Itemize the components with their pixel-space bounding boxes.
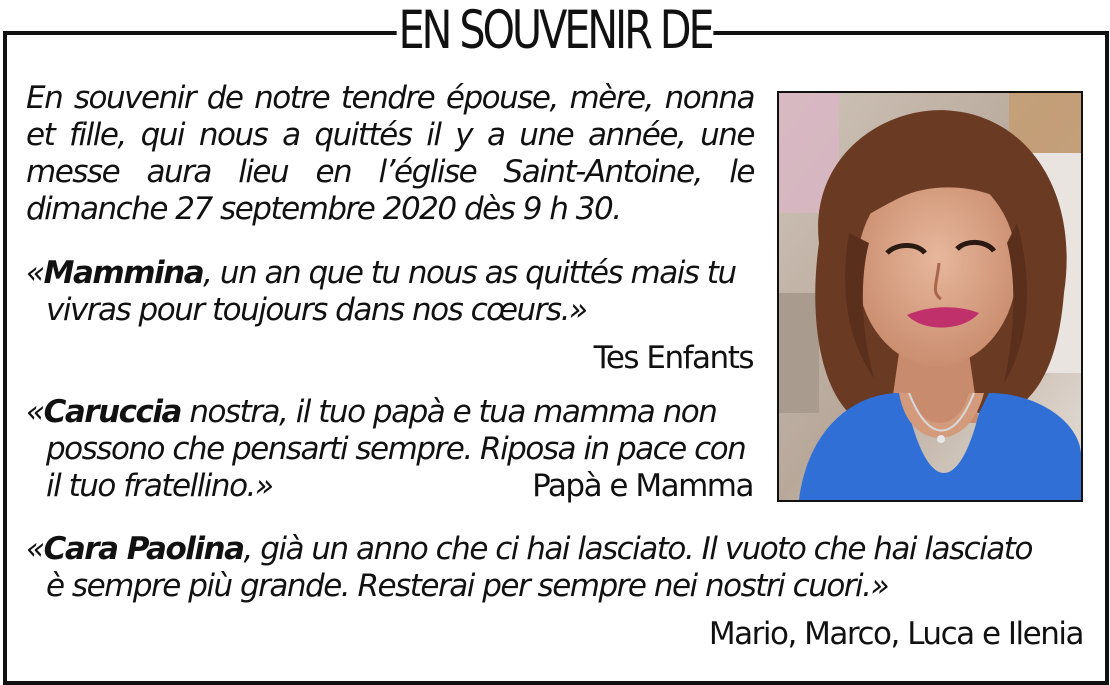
signature-family: Mario, Marco, Luca e Ilenia xyxy=(708,616,1083,652)
intro-line: En souvenir de notre tendre épouse, mère, nonna xyxy=(26,80,754,116)
quote-line xyxy=(26,394,766,431)
quote-line: il tuo fratellino.» xyxy=(46,468,273,504)
notice-heading: EN SOUVENIR DE xyxy=(398,0,712,61)
quote-line: è sempre più grande. Resterai per sempre nei nostri cuori.» xyxy=(46,568,889,604)
quote-text: , un an que tu nous as quittés mais tu xyxy=(203,255,736,291)
quote-text: , già un anno che ci hai lasciato. Il vuoto che hai lasciato xyxy=(243,531,1032,567)
quote-line: vivras pour toujours dans nos cœurs.» xyxy=(46,292,587,328)
portrait-photo xyxy=(777,91,1083,502)
portrait-illustration xyxy=(779,93,1081,500)
intro-line: messe aura lieu en l’église Saint-Antoine, le xyxy=(26,154,754,190)
signature-papa-mamma: Papà e Mamma xyxy=(532,468,753,504)
intro-line: et fille, qui nous a quittés il y a une année, une xyxy=(26,117,754,153)
quote-name: Cara Paolina xyxy=(43,531,244,567)
quote-cara-paolina xyxy=(26,531,1096,605)
intro-paragraph xyxy=(26,80,754,228)
quote-mammina xyxy=(26,255,766,329)
quote-text: nostra, il tuo papà e tua mamma non xyxy=(180,394,717,430)
intro-line: dimanche 27 septembre 2020 dès 9 h 30. xyxy=(26,191,621,227)
quote-name: Mammina xyxy=(43,255,204,291)
quote-line: possono che pensarti sempre. Riposa in pace con xyxy=(46,431,746,467)
signature-tes-enfants: Tes Enfants xyxy=(593,340,753,376)
quote-line xyxy=(26,255,766,292)
quote-open-mark: « xyxy=(26,394,44,430)
quote-name: Caruccia xyxy=(43,394,181,430)
quote-open-mark: « xyxy=(26,531,44,567)
quote-line xyxy=(26,531,1096,568)
quote-open-mark: « xyxy=(26,255,44,291)
